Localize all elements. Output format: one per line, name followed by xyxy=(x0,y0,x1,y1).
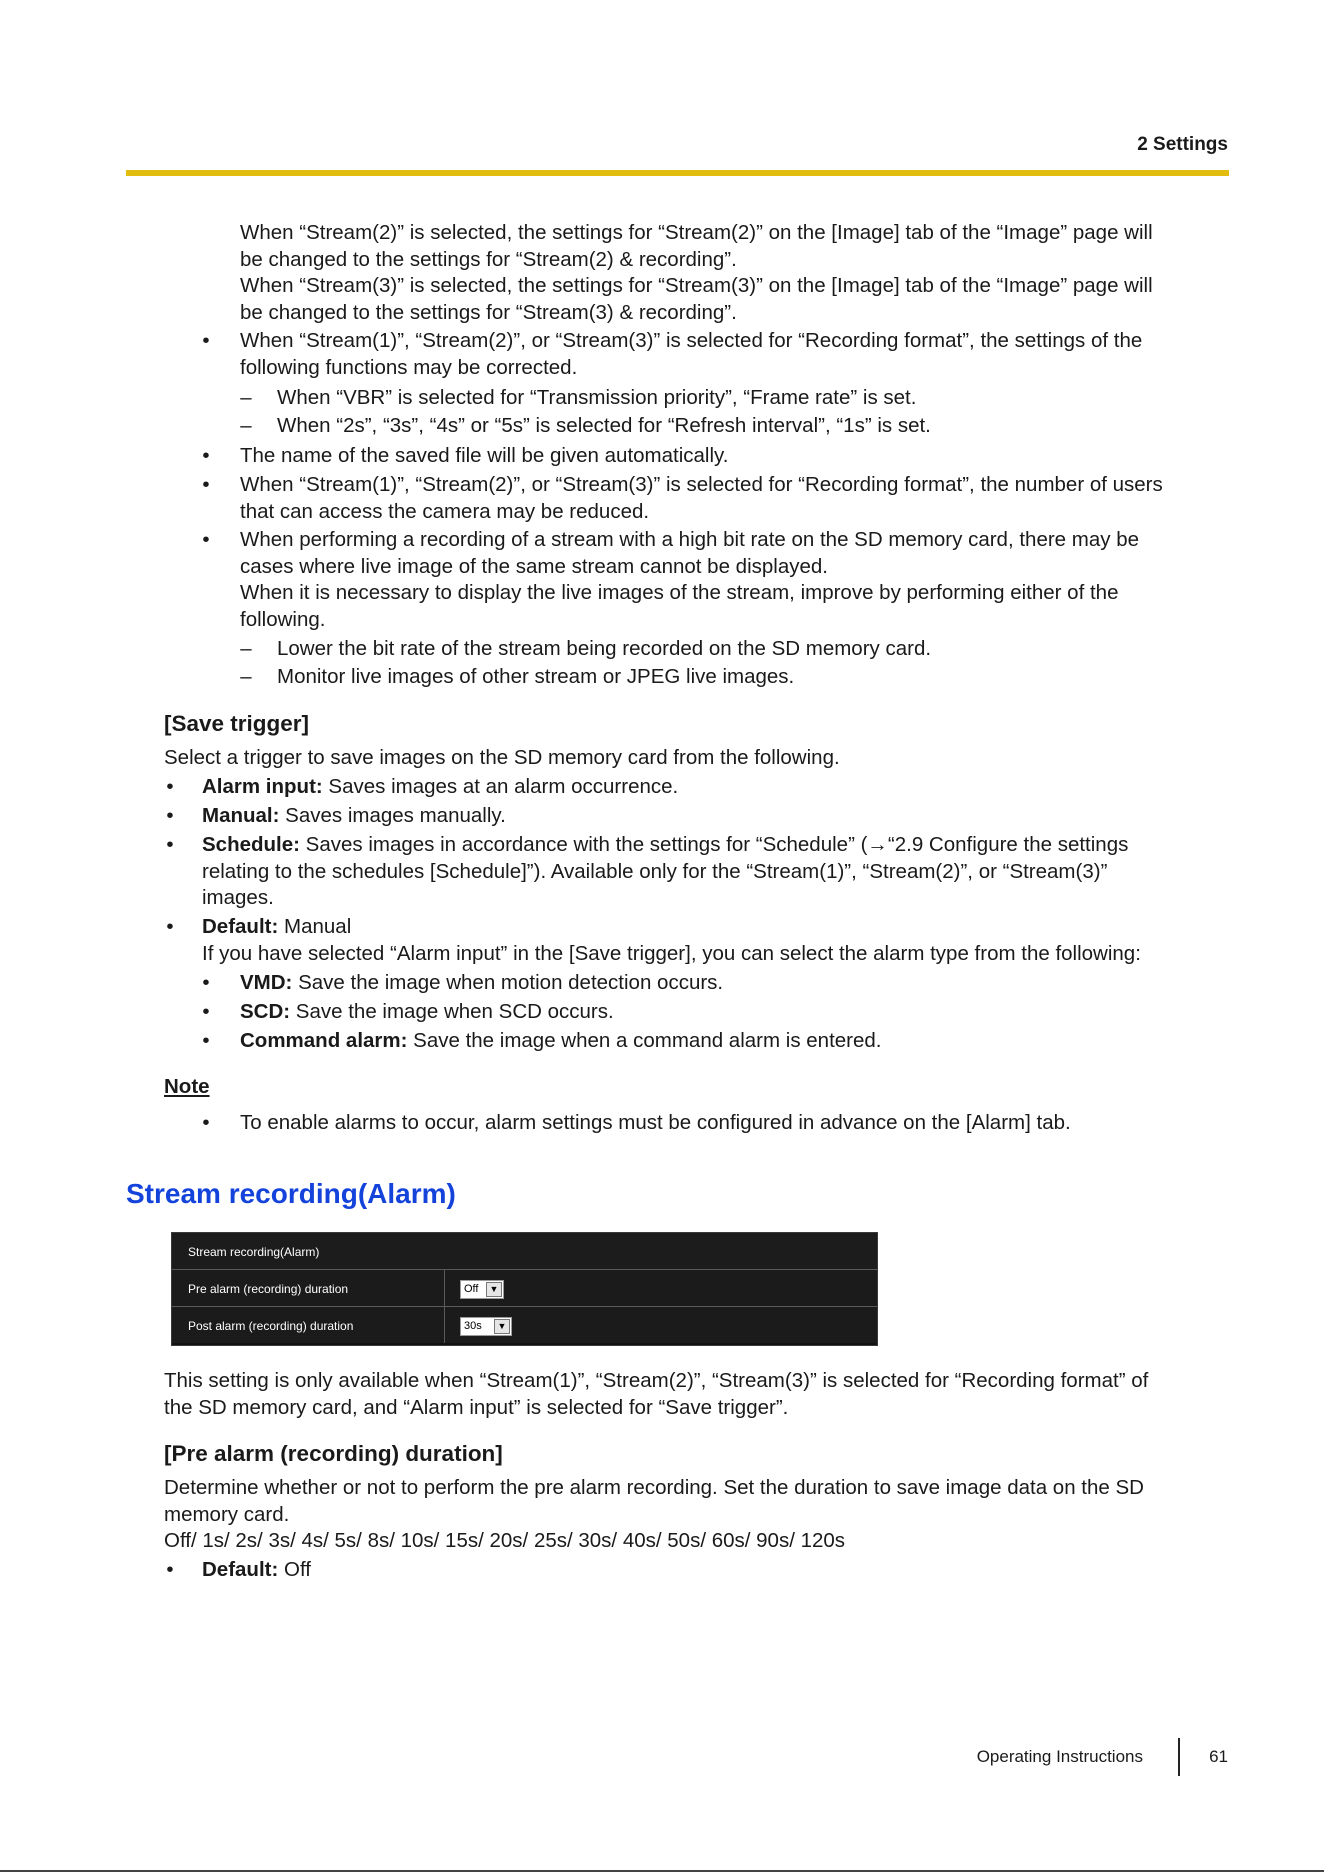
text-line: cases where live image of the same stream cannot be displayed. xyxy=(240,554,828,578)
text-line: When “2s”, “3s”, “4s” or “5s” is selected for “Refresh interval”, “1s” is set. xyxy=(277,414,931,437)
footer-label: Operating Instructions xyxy=(976,1747,1143,1766)
item-text: Save the image when SCD occurs. xyxy=(290,1000,614,1023)
bullet-icon: • xyxy=(202,329,210,352)
bullet-icon: • xyxy=(202,1000,210,1023)
column-divider xyxy=(444,1270,445,1306)
text-line: be changed to the settings for “Stream(2) & recording”. xyxy=(240,247,737,271)
pre-alarm-description xyxy=(164,1475,1144,1555)
header-rule xyxy=(126,170,1229,176)
item-text: Save the image when motion detection occurs. xyxy=(292,971,724,994)
note-heading: Note xyxy=(164,1075,210,1098)
text-line: When performing a recording of a stream with a high bit rate on the SD memory card, there may be xyxy=(240,528,1139,551)
save-trigger-heading: [Save trigger] xyxy=(164,711,310,736)
column-divider xyxy=(444,1307,445,1343)
dash-icon: – xyxy=(240,414,252,437)
footer-divider xyxy=(1178,1738,1180,1776)
section-heading: Stream recording(Alarm) xyxy=(126,1178,456,1209)
item-key: Schedule: xyxy=(202,833,300,856)
bullet-icon: • xyxy=(166,833,174,856)
text-line: When “Stream(2)” is selected, the settings for “Stream(2)” on the [Image] tab of the “Image” page will xyxy=(240,221,1153,244)
item-key: Command alarm: xyxy=(240,1029,408,1052)
top-paragraph xyxy=(240,220,1153,326)
pre-alarm-duration-select[interactable] xyxy=(460,1280,504,1299)
bullet-icon: • xyxy=(202,444,210,467)
bullet-icon: • xyxy=(202,528,210,551)
select-value: Off xyxy=(464,1283,479,1295)
item-key: Default: xyxy=(202,915,279,938)
text-line: The name of the saved file will be given automatically. xyxy=(240,444,729,467)
dash-icon: – xyxy=(240,637,252,660)
bullet-icon: • xyxy=(202,971,210,994)
settings-row xyxy=(172,1270,877,1307)
text-line: When “Stream(3)” is selected, the settings for “Stream(3)” on the [Image] tab of the “Image” page will xyxy=(240,274,1153,297)
options-line: Off/ 1s/ 2s/ 3s/ 4s/ 5s/ 8s/ 10s/ 15s/ 20s/ 25s/ 30s/ 40s/ 50s/ 60s/ 90s/ 120s xyxy=(164,1529,846,1552)
text-line: Determine whether or not to perform the pre alarm recording. Set the duration to save image data on the SD xyxy=(164,1476,1144,1499)
select-value: 30s xyxy=(464,1320,482,1332)
item-text: Saves images at an alarm occurrence. xyxy=(322,775,679,798)
dash-icon: – xyxy=(240,665,252,688)
item-text: Off xyxy=(278,1558,311,1581)
bullet-icon: • xyxy=(166,915,174,938)
text-line: following. xyxy=(240,607,326,631)
pre-alarm-label: Pre alarm (recording) duration xyxy=(188,1282,349,1296)
text-line: When it is necessary to display the live images of the stream, improve by performing either of the xyxy=(240,581,1119,604)
item-key: Manual: xyxy=(202,804,280,827)
text-line: images. xyxy=(202,886,274,909)
item-key: Default: xyxy=(202,1558,279,1581)
text-line: If you have selected “Alarm input” in the [Save trigger], you can select the alarm type from the following: xyxy=(202,941,1141,965)
item-text: Manual xyxy=(278,915,352,938)
item-key: Alarm input: xyxy=(202,775,323,798)
bullet-icon: • xyxy=(202,1029,210,1052)
text-line: following functions may be corrected. xyxy=(240,355,578,379)
item-text: Saves images in accordance with the settings for “Schedule” (→“2.9 Configure the settings xyxy=(299,833,1129,856)
text-line: the SD memory card, and “Alarm input” is selected for “Save trigger”. xyxy=(164,1395,789,1419)
item-key: VMD: xyxy=(240,971,293,994)
note-text: To enable alarms to occur, alarm settings must be configured in advance on the [Alarm] tab. xyxy=(240,1111,1071,1134)
page-number: 61 xyxy=(1209,1747,1228,1766)
dash-icon: – xyxy=(240,386,252,409)
panel-title: Stream recording(Alarm) xyxy=(188,1245,320,1259)
chevron-down-icon[interactable]: ▼ xyxy=(486,1282,502,1297)
pre-alarm-heading: [Pre alarm (recording) duration] xyxy=(164,1441,503,1466)
text-line: be changed to the settings for “Stream(3) & recording”. xyxy=(240,300,737,324)
text-line: When “Stream(1)”, “Stream(2)”, or “Stream(3)” is selected for “Recording format”, the number of users xyxy=(240,473,1163,496)
bullet-icon: • xyxy=(166,804,174,827)
panel-title-bar xyxy=(172,1233,877,1270)
text-line: that can access the camera may be reduced. xyxy=(240,499,650,523)
bullet-icon: • xyxy=(166,1558,174,1581)
chevron-down-icon[interactable]: ▼ xyxy=(494,1319,510,1334)
item-key: SCD: xyxy=(240,1000,291,1023)
text-line: When “Stream(1)”, “Stream(2)”, or “Stream(3)” is selected for “Recording format”, the settings of the xyxy=(240,329,1143,352)
text-line: This setting is only available when “Stream(1)”, “Stream(2)”, “Stream(3)” is selected for “Recording format” of xyxy=(164,1369,1149,1392)
stream-alarm-description xyxy=(164,1368,1148,1421)
page-section-title: 2 Settings xyxy=(1137,134,1228,155)
settings-panel xyxy=(171,1232,878,1346)
bullet-icon: • xyxy=(166,775,174,798)
post-alarm-duration-select[interactable] xyxy=(460,1317,512,1336)
text-line: Monitor live images of other stream or JPEG live images. xyxy=(277,665,795,688)
item-text: Save the image when a command alarm is entered. xyxy=(407,1029,882,1052)
text-line: relating to the schedules [Schedule]”). Available only for the “Stream(1)”, “Stream(2)”, or “Stream(3)” xyxy=(202,859,1108,883)
text-line: Lower the bit rate of the stream being recorded on the SD memory card. xyxy=(277,637,932,660)
bullet-icon: • xyxy=(202,473,210,496)
save-trigger-intro: Select a trigger to save images on the SD memory card from the following. xyxy=(164,746,840,769)
text-line: memory card. xyxy=(164,1502,290,1526)
post-alarm-label: Post alarm (recording) duration xyxy=(188,1319,354,1333)
text-line: When “VBR” is selected for “Transmission priority”, “Frame rate” is set. xyxy=(277,386,917,409)
bullet-icon: • xyxy=(202,1111,210,1134)
item-text: Saves images manually. xyxy=(279,804,506,827)
settings-row xyxy=(172,1307,877,1343)
